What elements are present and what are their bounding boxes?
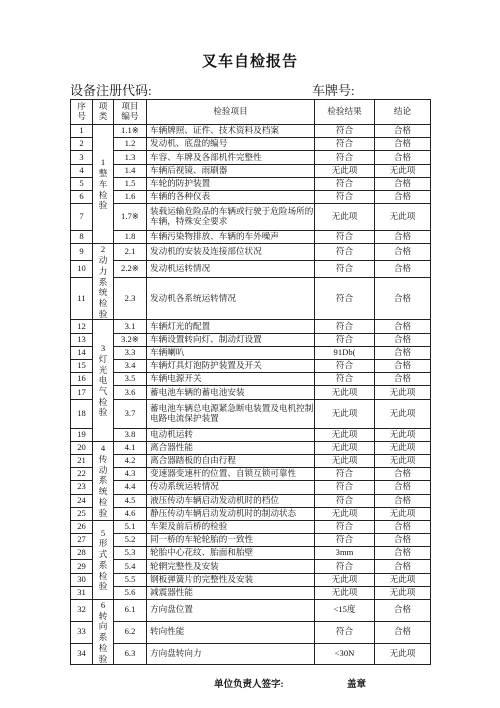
item-name: 车辆电源开关 xyxy=(147,373,315,386)
item-conclusion: 合格 xyxy=(375,360,431,373)
item-result: 符合 xyxy=(315,278,375,320)
table-row xyxy=(71,244,431,261)
item-name: 发动机、底盘的编号 xyxy=(147,138,315,151)
item-conclusion: 无此项 xyxy=(375,399,431,428)
table-row xyxy=(71,468,431,481)
row-no: 12 xyxy=(71,320,93,333)
row-no: 25 xyxy=(71,507,93,520)
item-result: 无此项 xyxy=(315,428,375,441)
item-result: 无此项 xyxy=(315,204,375,231)
item-code: 1.3 xyxy=(114,151,147,164)
page-title: 叉车自检报告 xyxy=(201,54,298,70)
table-row xyxy=(71,204,431,231)
row-no: 13 xyxy=(71,333,93,346)
item-name: 离合器踏板的自由行程 xyxy=(147,454,315,467)
item-code: 4.2 xyxy=(114,454,147,467)
row-no: 1 xyxy=(71,125,93,138)
item-name: 车轮的防护装置 xyxy=(147,177,315,190)
row-no: 9 xyxy=(71,244,93,261)
table-row xyxy=(71,507,431,520)
item-conclusion: 合格 xyxy=(375,138,431,151)
item-result: 符合 xyxy=(315,468,375,481)
item-result: 无此项 xyxy=(315,441,375,454)
item-result: 3mm xyxy=(315,547,375,560)
item-conclusion: 合格 xyxy=(375,278,431,320)
table-row xyxy=(71,333,431,346)
item-result: 符合 xyxy=(315,261,375,278)
row-no: 18 xyxy=(71,399,93,428)
item-result: 符合 xyxy=(315,333,375,346)
table-row xyxy=(71,600,431,622)
table-row xyxy=(71,231,431,244)
row-no: 3 xyxy=(71,151,93,164)
row-no: 32 xyxy=(71,600,93,622)
item-conclusion: 无此项 xyxy=(375,643,431,665)
item-result: 无此项 xyxy=(315,164,375,177)
item-conclusion: 合格 xyxy=(375,600,431,622)
table-row xyxy=(71,454,431,467)
item-name: 电动机运转 xyxy=(147,428,315,441)
item-name: 车辆灯光的配置 xyxy=(147,320,315,333)
table-row xyxy=(71,177,431,190)
item-result: 符合 xyxy=(315,360,375,373)
header-row xyxy=(71,100,431,125)
item-code: 1.6 xyxy=(114,190,147,203)
item-name: 传动系统运转情况 xyxy=(147,481,315,494)
item-code: 5.5 xyxy=(114,573,147,586)
table-row xyxy=(71,151,431,164)
row-no: 16 xyxy=(71,373,93,386)
item-name: 发动机的安装及连接部位状况 xyxy=(147,244,315,261)
item-result: 无此项 xyxy=(315,454,375,467)
item-code: 3.7 xyxy=(114,399,147,428)
table-row xyxy=(71,573,431,586)
item-code: 4.3 xyxy=(114,468,147,481)
item-code: 3.5 xyxy=(114,373,147,386)
item-conclusion: 无此项 xyxy=(375,454,431,467)
item-result: 符合 xyxy=(315,481,375,494)
row-no: 31 xyxy=(71,586,93,599)
item-result: 符合 xyxy=(315,190,375,203)
row-no: 34 xyxy=(71,643,93,665)
item-code: 5.6 xyxy=(114,586,147,599)
item-name: 方向盘位置 xyxy=(147,600,315,622)
item-result: 91Db( xyxy=(315,346,375,359)
item-conclusion: 无此项 xyxy=(375,428,431,441)
item-conclusion: 无此项 xyxy=(375,386,431,399)
row-no: 5 xyxy=(71,177,93,190)
item-name: 轮辋完整性及安装 xyxy=(147,560,315,573)
item-conclusion: 合格 xyxy=(375,177,431,190)
table-row xyxy=(71,481,431,494)
item-code: 3.8 xyxy=(114,428,147,441)
row-no: 27 xyxy=(71,534,93,547)
table-row xyxy=(71,428,431,441)
row-no: 7 xyxy=(71,204,93,231)
item-code: 6.1 xyxy=(114,600,147,622)
item-result: 符合 xyxy=(315,231,375,244)
item-conclusion: 合格 xyxy=(375,468,431,481)
item-conclusion: 无此项 xyxy=(375,507,431,520)
item-name: 车辆喇叭 xyxy=(147,346,315,359)
row-no: 14 xyxy=(71,346,93,359)
item-conclusion: 合格 xyxy=(375,373,431,386)
item-name: 车容、车牌及各部机件完整性 xyxy=(147,151,315,164)
row-no: 11 xyxy=(71,278,93,320)
item-code: 4.4 xyxy=(114,481,147,494)
item-result: 无此项 xyxy=(315,507,375,520)
item-code: 1.1※ xyxy=(114,125,147,138)
table-row xyxy=(71,560,431,573)
table-row xyxy=(71,278,431,320)
item-name: 轮胎中心花纹、胎面和胎壁 xyxy=(147,547,315,560)
item-code: 3.6 xyxy=(114,386,147,399)
row-no: 23 xyxy=(71,481,93,494)
category-label: 3 灯 光 电 气 检 验 xyxy=(93,320,114,441)
item-conclusion: 无此项 xyxy=(375,204,431,231)
item-code: 1.7※ xyxy=(114,204,147,231)
item-conclusion: 合格 xyxy=(375,320,431,333)
item-conclusion: 合格 xyxy=(375,190,431,203)
row-no: 33 xyxy=(71,621,93,643)
item-name: 转向性能 xyxy=(147,621,315,643)
row-no: 17 xyxy=(71,386,93,399)
row-no: 29 xyxy=(71,560,93,573)
row-no: 21 xyxy=(71,454,93,467)
item-result: 符合 xyxy=(315,125,375,138)
row-no: 24 xyxy=(71,494,93,507)
item-code: 1.5 xyxy=(114,177,147,190)
item-conclusion: 合格 xyxy=(375,481,431,494)
item-name: 液压传动车辆启动发动机时的档位 xyxy=(147,494,315,507)
item-result: <30N xyxy=(315,643,375,665)
item-name: 钢板弹簧片的完整性及安装 xyxy=(147,573,315,586)
category-label: 4 传 动 系 统 检 验 xyxy=(93,441,114,520)
table-row xyxy=(71,586,431,599)
item-code: 4.1 xyxy=(114,441,147,454)
item-result: <15度 xyxy=(315,600,375,622)
item-code: 2.2※ xyxy=(114,261,147,278)
item-name: 车辆污染物排放、车辆的车外噪声 xyxy=(147,231,315,244)
item-name: 静压传动车辆启动发动机时的制动状态 xyxy=(147,507,315,520)
item-conclusion: 无此项 xyxy=(375,441,431,454)
row-no: 15 xyxy=(71,360,93,373)
row-no: 19 xyxy=(71,428,93,441)
item-name: 发动机运转情况 xyxy=(147,261,315,278)
item-conclusion: 合格 xyxy=(375,231,431,244)
signature-label: 单位负责人签字: xyxy=(214,680,284,690)
item-result: 符合 xyxy=(315,320,375,333)
item-name: 减震器性能 xyxy=(147,586,315,599)
item-result: 符合 xyxy=(315,520,375,533)
item-conclusion: 合格 xyxy=(375,520,431,533)
item-code: 6.2 xyxy=(114,621,147,643)
item-conclusion: 合格 xyxy=(375,346,431,359)
item-code: 4.6 xyxy=(114,507,147,520)
item-name: 车辆的各种仪表 xyxy=(147,190,315,203)
table-row xyxy=(71,373,431,386)
table-row xyxy=(71,125,431,138)
item-conclusion: 无此项 xyxy=(375,164,431,177)
item-code: 1.8 xyxy=(114,231,147,244)
item-conclusion: 合格 xyxy=(375,534,431,547)
category-label: 6 转 向 系 检 验 xyxy=(93,600,114,665)
row-no: 6 xyxy=(71,190,93,203)
item-name: 车辆牌照、证件、技术资料及档案 xyxy=(147,125,315,138)
item-name: 同一桥的车轮轮胎的一致性 xyxy=(147,534,315,547)
item-result: 无此项 xyxy=(315,573,375,586)
table-row xyxy=(71,399,431,428)
table-row xyxy=(71,441,431,454)
col-header-category: 项 类 xyxy=(93,100,114,125)
item-conclusion: 合格 xyxy=(375,547,431,560)
category-label: 5 形 式 系 检 验 xyxy=(93,520,114,599)
item-code: 3.4 xyxy=(114,360,147,373)
item-result: 无此项 xyxy=(315,399,375,428)
item-result: 符合 xyxy=(315,494,375,507)
table-row xyxy=(71,643,431,665)
table-row xyxy=(71,346,431,359)
table-row xyxy=(71,164,431,177)
item-name: 装载运输危险品的车辆或行驶于危险场所的车辆，特殊安全要求 xyxy=(147,204,315,231)
col-header-no: 序 号 xyxy=(71,100,93,125)
item-result: 符合 xyxy=(315,138,375,151)
item-name: 车辆设置转向灯、制动灯设置 xyxy=(147,333,315,346)
item-code: 2.3 xyxy=(114,278,147,320)
table-row xyxy=(71,261,431,278)
col-header-code: 项目 编号 xyxy=(114,100,147,125)
row-no: 26 xyxy=(71,520,93,533)
row-no: 30 xyxy=(71,573,93,586)
item-name: 车辆后视镜、雨刷器 xyxy=(147,164,315,177)
item-name: 变速器变速杆的位置、自锁互锁可靠性 xyxy=(147,468,315,481)
item-conclusion: 无此项 xyxy=(375,573,431,586)
item-result: 符合 xyxy=(315,373,375,386)
item-code: 6.3 xyxy=(114,643,147,665)
inspection-table xyxy=(70,99,431,665)
item-result: 符合 xyxy=(315,621,375,643)
table-row xyxy=(71,320,431,333)
item-code: 3.2※ xyxy=(114,333,147,346)
item-result: 符合 xyxy=(315,151,375,164)
item-code: 5.1 xyxy=(114,520,147,533)
row-no: 28 xyxy=(71,547,93,560)
item-conclusion: 合格 xyxy=(375,151,431,164)
category-label: 2 动 力 系 统 检 验 xyxy=(93,244,114,320)
row-no: 2 xyxy=(71,138,93,151)
item-result: 符合 xyxy=(315,560,375,573)
table-row xyxy=(71,621,431,643)
item-result: 符合 xyxy=(315,244,375,261)
table-row xyxy=(71,534,431,547)
table-row xyxy=(71,547,431,560)
item-code: 2.1 xyxy=(114,244,147,261)
item-code: 5.3 xyxy=(114,547,147,560)
item-name: 车架及前后桥的检验 xyxy=(147,520,315,533)
plate-label: 车牌号: xyxy=(312,83,355,98)
item-code: 3.1 xyxy=(114,320,147,333)
col-header-result: 检验结果 xyxy=(315,100,375,125)
table-row xyxy=(71,138,431,151)
item-name: 发动机各系统运转情况 xyxy=(147,278,315,320)
item-result: 无此项 xyxy=(315,586,375,599)
category-label: 1 整 车 检 验 xyxy=(93,125,114,244)
item-name: 车辆灯具灯泡防护装置及开关 xyxy=(147,360,315,373)
row-no: 4 xyxy=(71,164,93,177)
item-code: 4.5 xyxy=(114,494,147,507)
reg-code-label: 设备注册代码: xyxy=(70,83,152,98)
item-result: 无此项 xyxy=(315,386,375,399)
item-conclusion: 无此项 xyxy=(375,586,431,599)
item-code: 1.2 xyxy=(114,138,147,151)
row-no: 10 xyxy=(71,261,93,278)
item-result: 符合 xyxy=(315,177,375,190)
col-header-conclusion: 结论 xyxy=(375,100,431,125)
table-row xyxy=(71,494,431,507)
table-row xyxy=(71,190,431,203)
item-conclusion: 合格 xyxy=(375,125,431,138)
col-header-item: 检验项目 xyxy=(147,100,315,125)
item-conclusion: 合格 xyxy=(375,333,431,346)
item-name: 离合器性能 xyxy=(147,441,315,454)
item-conclusion: 合格 xyxy=(375,244,431,261)
item-code: 5.2 xyxy=(114,534,147,547)
row-no: 22 xyxy=(71,468,93,481)
row-no: 8 xyxy=(71,231,93,244)
item-conclusion: 合格 xyxy=(375,621,431,643)
item-code: 1.4 xyxy=(114,164,147,177)
table-row xyxy=(71,360,431,373)
item-conclusion: 合格 xyxy=(375,494,431,507)
item-name: 蓄电池车辆的蓄电池安装 xyxy=(147,386,315,399)
row-no: 20 xyxy=(71,441,93,454)
item-name: 蓄电池车辆总电源紧急断电装置及电机控制电路电流保护装置 xyxy=(147,399,315,428)
item-conclusion: 合格 xyxy=(375,261,431,278)
item-name: 方向盘转向力 xyxy=(147,643,315,665)
item-conclusion: 合格 xyxy=(375,560,431,573)
item-code: 3.3 xyxy=(114,346,147,359)
table-row xyxy=(71,386,431,399)
item-result: 符合 xyxy=(315,534,375,547)
item-code: 5.4 xyxy=(114,560,147,573)
seal-label: 盖章 xyxy=(347,680,367,690)
table-row xyxy=(71,520,431,533)
